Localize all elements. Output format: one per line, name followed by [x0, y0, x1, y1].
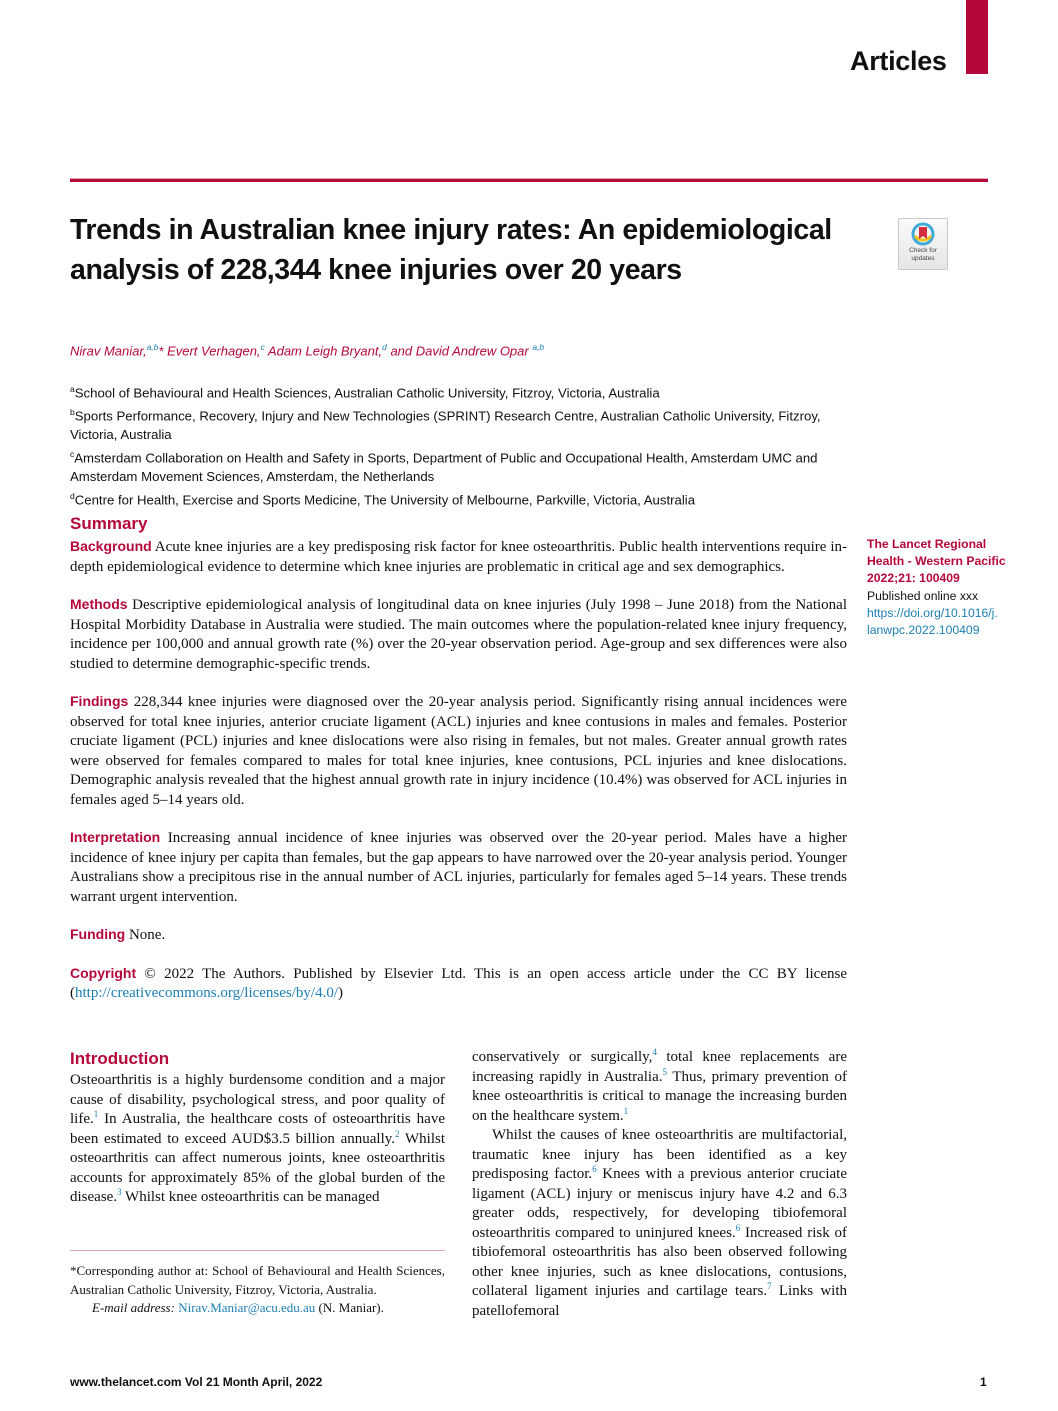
author-name[interactable]: and David Andrew Opar [386, 343, 533, 359]
body-text: conservatively or surgically, [472, 1049, 653, 1065]
reference-link[interactable]: 6 [735, 1222, 741, 1233]
body-text: Whilst knee osteoarthritis can be managed [121, 1189, 380, 1205]
affiliation-text: Centre for Health, Exercise and Sports Medicine, The University of Melbourne, Parkville, Victoria, Australia [74, 492, 696, 508]
affiliation [70, 403, 850, 445]
journal-citation: 2022;21: 100409 [867, 571, 960, 586]
email-suffix: (N. Maniar). [315, 1300, 384, 1315]
author-affiliation-marker: d [382, 342, 387, 352]
summary-text: Increasing annual incidence of knee injuries was observed over the 20-year period. Males have a higher incidence of knee injury per capita than females, but the gap appears to have narrowed over the 20-year analysis period. Younger Australians show a precipitous rise in the annual number of ACL injuries, particularly for females aged 5–14 years. These trends warrant urgent intervention. [70, 830, 847, 905]
license-link[interactable]: http://creativecommons.org/licenses/by/4.0/ [75, 985, 339, 1001]
affiliation-text: School of Behavioural and Health Sciences, Australian Catholic University, Fitzroy, Victoria, Australia [74, 385, 660, 401]
check-for-updates-label-1: Check for [909, 247, 937, 254]
email-label: E-mail address: [92, 1300, 175, 1315]
check-for-updates-label-2: updates [911, 255, 935, 262]
summary-label: Funding [70, 926, 126, 942]
affiliation [70, 487, 850, 510]
summary-label: Interpretation [70, 829, 161, 845]
affiliation [70, 445, 850, 487]
published-online: Published online xxx [867, 588, 979, 603]
reference-link[interactable]: 6 [592, 1164, 597, 1174]
introduction-heading: Introduction [70, 1049, 170, 1068]
summary-heading: Summary [70, 514, 148, 533]
email-line [70, 1299, 445, 1318]
author-name[interactable]: Nirav Maniar, [70, 343, 147, 359]
summary-text: Descriptive epidemiological analysis of longitudinal data on knee injuries (July 1998 – June 2018) from the National Hospital Morbidity Database in Australia were studied. The main outcomes where the population-related knee injury frequency, incidence per 100,000 and annual growth rate (%) over the 20-year observation period. Age-group and sex differences were also studied to determine demographic-specific trends. [70, 597, 847, 672]
body-text: In Australia, the healthcare costs of osteoarthritis have been estimated to exceed AUD$3.5 billion annually. [70, 1111, 445, 1147]
affiliation-text: Amsterdam Collaboration on Health and Safety in Sports, Department of Public and Occupational Health, Amsterdam UMC and Amsterdam Movement Sciences, Amsterdam, the Netherlands [70, 450, 818, 484]
page-number: 1 [980, 1375, 987, 1389]
footnote-divider [70, 1250, 445, 1251]
section-accent-bar [966, 0, 988, 74]
check-for-updates-icon [911, 222, 935, 246]
introduction-paragraph [472, 1048, 847, 1126]
affiliation [70, 380, 850, 403]
body-text: Thus, primary prevention of knee osteoarthritis is critical to manage the increasing burden on the healthcare system. [472, 1068, 847, 1124]
reference-link[interactable]: 3 [117, 1187, 122, 1197]
summary-text: Acute knee injuries are a key predisposing risk factor for knee osteoarthritis. Public health interventions require in-depth epidemiological evidence to determine which knee injuries are problematic in critical age and sex demographics. [70, 539, 847, 575]
summary-section-copyright [70, 964, 847, 1004]
summary-section-interpretation [70, 828, 847, 907]
affiliation-key: c [70, 448, 75, 459]
affiliation-key: b [70, 407, 75, 418]
summary-text: None. [125, 927, 166, 943]
summary-text: © 2022 The Authors. Published by Elsevier Ltd. This is an open access article under the CC BY license ( [70, 965, 847, 1001]
doi-line-2: lanwpc.2022.100409 [867, 623, 980, 638]
introduction-column-left [70, 1071, 445, 1208]
summary-body [70, 537, 847, 1022]
summary-text: 228,344 knee injuries were diagnosed over the 20-year analysis period. Significantly rising annual incidences were observed for total knee injuries, anterior cruciate ligament (ACL) injuries and knee contusions in males and females. Posterior cruciate ligament (PCL) injuries and knee dislocations were also rising in females, but not males. Greater annual growth rates were observed for females compared to males for total knee injuries, knee contusions, PCL injuries and knee dislocations. Demographic analysis revealed that the highest annual growth rate in injury incidence (10.4%) was observed for ACL injuries in females aged 5–14 years old. [70, 694, 847, 808]
header-divider [70, 178, 988, 182]
affiliation-key: d [70, 490, 75, 501]
summary-text: ) [338, 985, 344, 1001]
reference-link[interactable]: 1 [93, 1109, 99, 1119]
summary-section-findings [70, 692, 847, 810]
introduction-paragraph [472, 1126, 847, 1321]
body-text: Osteoarthritis is a highly burdensome condition and a major cause of disability, psychological stress, and poor quality of life. [70, 1072, 445, 1127]
introduction-paragraph [70, 1071, 445, 1208]
author-affiliation-marker: a,b [532, 342, 545, 352]
corresponding-author-marker: * [158, 343, 164, 359]
summary-section-funding [70, 925, 847, 946]
footer-journal-info: www.thelancet.com Vol 21 Month April, 2022 [70, 1375, 323, 1389]
summary-label: Background [70, 538, 152, 554]
reference-link[interactable]: 4 [652, 1047, 657, 1057]
doi-link[interactable] [867, 605, 1017, 639]
affiliation-key: a [70, 384, 75, 394]
author-name[interactable]: Adam Leigh Bryant, [264, 343, 383, 359]
body-text: total knee replacements are increasing rapidly in Australia. [472, 1049, 847, 1085]
email-link[interactable]: Nirav.Maniar@acu.edu.au [178, 1300, 316, 1315]
journal-name-line-2: Health - Western Pacific [867, 554, 1006, 569]
author-affiliation-marker: c [260, 342, 265, 352]
reference-link[interactable]: 7 [767, 1281, 772, 1291]
introduction-column-right [472, 1048, 847, 1321]
summary-label: Copyright [70, 964, 137, 981]
doi-line-1: https://doi.org/10.1016/j. [867, 605, 998, 620]
journal-info [867, 536, 1017, 639]
summary-section-methods [70, 595, 847, 674]
journal-name-line-1: The Lancet Regional [867, 537, 987, 551]
check-for-updates-button[interactable] [898, 218, 948, 270]
author-list [70, 342, 544, 358]
reference-link[interactable]: 2 [395, 1128, 400, 1139]
author-name[interactable]: Evert Verhagen, [163, 343, 261, 359]
summary-label: Findings [70, 693, 129, 709]
body-text: Whilst osteoarthritis can affect numerous joints, knee osteoarthritis accounts for approximately 85% of the global burden of the disease. [70, 1130, 445, 1205]
summary-label: Methods [70, 596, 128, 612]
body-text: Increased risk of tibiofemoral osteoarthritis has also been observed following other knee injuries, such as knee dislocations, contusions, collateral ligament injuries and cartilage tears. [472, 1224, 847, 1299]
summary-section-background [70, 537, 847, 577]
body-text: Knees with a previous anterior cruciate ligament (ACL) injury or meniscus injury have 4.2 and 6.3 greater odds, respectively, for developing tibiofemoral osteoarthritis compared to uninjured knees. [472, 1166, 847, 1241]
section-label: Articles [850, 46, 947, 76]
reference-link[interactable]: 5 [662, 1066, 667, 1077]
reference-link[interactable]: 1 [623, 1105, 629, 1116]
article-title: Trends in Australian knee injury rates: An epidemiological analysis of 228,344 knee injuries over 20 years [70, 214, 832, 286]
affiliations [70, 380, 850, 510]
affiliation-text: Sports Performance, Recovery, Injury and New Technologies (SPRINT) Research Centre, Australian Catholic University, Fitzroy, Victoria, Australia [70, 408, 821, 443]
corresponding-author-footnote [70, 1262, 445, 1318]
corresponding-author-text: *Corresponding author at: School of Behavioural and Health Sciences, Australian Catholic University, Fitzroy, Victoria, Australia. [70, 1263, 445, 1297]
body-text: Links with patellofemoral [472, 1283, 847, 1319]
author-affiliation-marker: a,b [146, 342, 159, 352]
body-text: Whilst the causes of knee osteoarthritis are multifactorial, traumatic knee injury has been identified as a key predisposing factor. [472, 1127, 847, 1182]
